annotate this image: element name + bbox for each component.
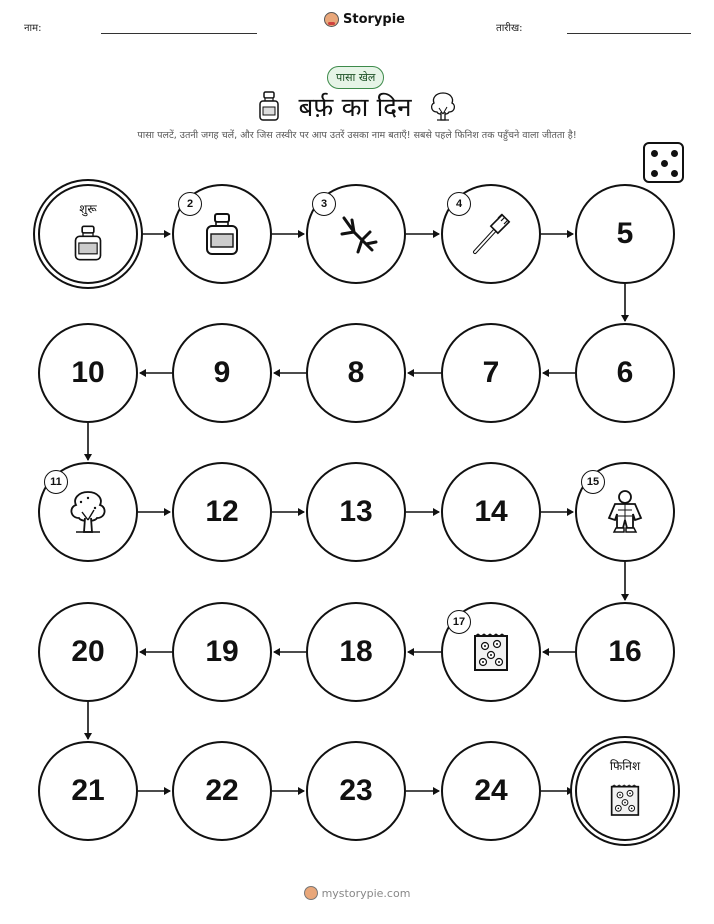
footer-url[interactable]: mystorypie.com <box>321 886 411 900</box>
board-space-10 <box>38 323 138 423</box>
board-space-8 <box>306 323 406 423</box>
quilt-icon <box>467 628 515 676</box>
space-number-badge: 2 <box>178 192 202 216</box>
space-number: 7 <box>482 356 500 389</box>
bottle-icon <box>68 223 108 263</box>
toothbrush-icon <box>467 210 515 258</box>
board-space-23 <box>306 741 406 841</box>
board-space-22 <box>172 741 272 841</box>
board-space-18 <box>306 602 406 702</box>
twig-icon <box>332 210 380 258</box>
board-space-16 <box>575 602 675 702</box>
bottle-icon <box>198 210 246 258</box>
start-label: शुरू <box>79 202 97 216</box>
board-space-15 <box>575 462 675 562</box>
board-space-3 <box>306 184 406 284</box>
space-number: 22 <box>205 774 239 807</box>
board-space-14 <box>441 462 541 562</box>
board-space-11 <box>38 462 138 562</box>
space-number-badge: 15 <box>581 470 605 494</box>
instructions: पासा पलटें, उतनी जगह चलें, और जिस तस्वीर पर आप उतरें उसका नाम बताएँ! सबसे पहले फिनिश तक पहुँचने वाला जीतता है! <box>137 130 577 141</box>
space-number: 16 <box>608 635 642 668</box>
space-number: 20 <box>71 635 105 668</box>
board-space-17 <box>441 602 541 702</box>
footer <box>0 886 714 900</box>
space-number-badge: 4 <box>447 192 471 216</box>
board-space-7 <box>441 323 541 423</box>
board-space-21 <box>38 741 138 841</box>
date-label: तारीख: <box>496 23 523 34</box>
tree-icon <box>64 488 112 536</box>
storypie-logo-icon <box>304 886 318 900</box>
board-space-12 <box>172 462 272 562</box>
space-number-badge: 11 <box>44 470 68 494</box>
board-space-20 <box>38 602 138 702</box>
game-type-badge: पासा खेल <box>327 66 384 89</box>
space-number: 19 <box>205 635 239 668</box>
board-space-1 <box>38 184 138 284</box>
space-number: 9 <box>213 356 231 389</box>
board-space-19 <box>172 602 272 702</box>
page-title: बर्फ़ का दिन <box>298 93 412 123</box>
board-space-5 <box>575 184 675 284</box>
board-space-13 <box>306 462 406 562</box>
name-label: नाम: <box>24 23 42 34</box>
space-number: 21 <box>71 774 105 807</box>
space-number: 14 <box>474 495 508 528</box>
space-number: 23 <box>339 774 373 807</box>
space-number-badge: 17 <box>447 610 471 634</box>
finish-label: फिनिश <box>609 759 641 773</box>
board-space-24 <box>441 741 541 841</box>
space-number: 6 <box>616 356 634 389</box>
space-number: 8 <box>347 356 365 389</box>
board-space-2 <box>172 184 272 284</box>
board-space-9 <box>172 323 272 423</box>
board-space-6 <box>575 323 675 423</box>
space-number: 13 <box>339 495 373 528</box>
space-number: 24 <box>474 774 508 807</box>
brand-name: Storypie <box>343 12 405 27</box>
snowsuit-icon <box>601 488 649 536</box>
space-number: 5 <box>616 217 634 250</box>
quilt-icon <box>605 780 645 820</box>
space-number: 12 <box>205 495 239 528</box>
space-number-badge: 3 <box>312 192 336 216</box>
space-number: 10 <box>71 356 105 389</box>
board-space-4 <box>441 184 541 284</box>
space-number: 18 <box>339 635 373 668</box>
board-space-25 <box>575 741 675 841</box>
